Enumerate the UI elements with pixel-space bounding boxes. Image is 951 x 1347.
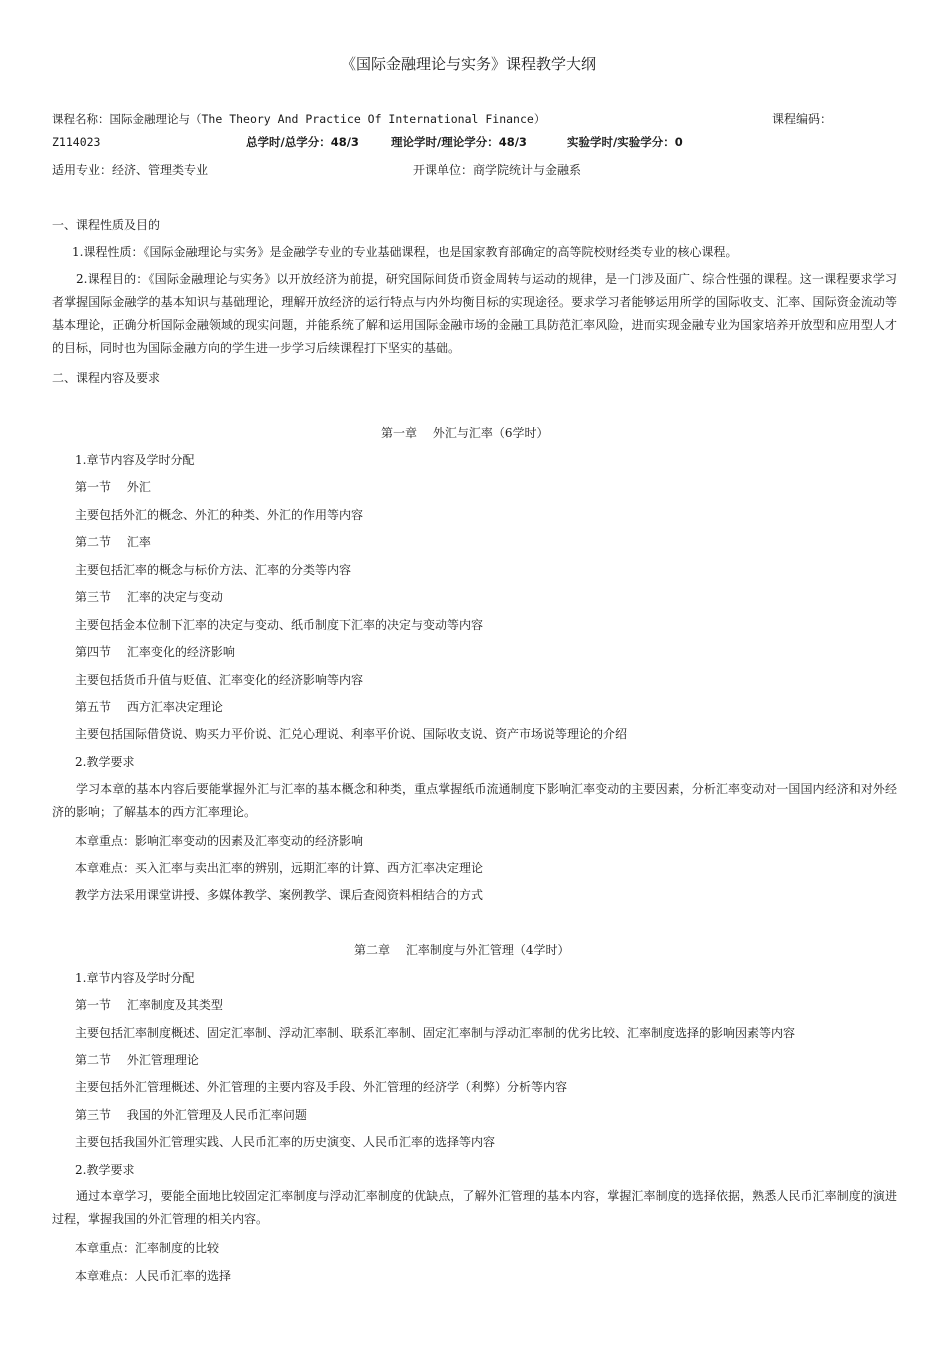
chapter-1-section-2-content: 主要包括汇率的概念与标价方法、汇率的分类等内容: [75, 563, 352, 577]
lab-hours: 实验学时/实验学分：0: [567, 135, 683, 149]
document-title: 《国际金融理论与实务》课程教学大纲: [341, 55, 597, 73]
chapter-1-section-2: 第二节 汇率: [75, 535, 151, 549]
chapter-2-requirements-paragraph: 通过本章学习，要能全面地比较固定汇率制度与浮动汇率制度的优缺点，了解外汇管理的基本内容，掌握汇率制度的选择依据，熟悉人民币汇率制度的演进过程，掌握我国的外汇管理的相关内容。: [52, 1189, 897, 1226]
chapter-1-key-points: 本章重点：影响汇率变动的因素及汇率变动的经济影响: [75, 834, 364, 848]
total-hours: 总学时/总学分：48/3: [246, 135, 359, 149]
chapter-1-section-3-content: 主要包括金本位制下汇率的决定与变动、纸币制度下汇率的决定与变动等内容: [75, 618, 484, 632]
chapter-1-section-4: 第四节 汇率变化的经济影响: [75, 645, 235, 659]
applicable-major: 适用专业：经济、管理类专业: [52, 163, 209, 177]
chapter-2-key-points: 本章重点：汇率制度的比较: [75, 1241, 220, 1255]
chapter-1-subheading-content: 1.章节内容及学时分配: [75, 453, 195, 467]
chapter-2-section-2: 第二节 外汇管理理论: [75, 1053, 199, 1067]
course-name: 课程名称：国际金融理论与（The Theory And Practice Of International Finance）: [52, 112, 546, 126]
chapter-2-section-1-content: 主要包括汇率制度概述、固定汇率制、浮动汇率制、联系汇率制、固定汇率制与浮动汇率制的优劣比较、汇率制度选择的影响因素等内容: [75, 1026, 796, 1040]
course-purpose-paragraph: 2.课程目的：《国际金融理论与实务》以开放经济为前提，研究国际间货币资金周转与运动的规律，是一门涉及面广、综合性强的课程。这一课程要求学习者掌握国际金融学的基本知识与基础理论，理解开放经济的运行特点与内外均衡目标的实现途径。要求学习者能够运用所学的国际收支、汇率、国际资金流动等基本理论，正确分析国际金融领域的现实问题，并能系统了解和运用国际金融市场的金融工具防范汇率风险，进而实现金融专业为国家培养开放型和应用型人才的目标，同时也为国际金融方向的学生进一步学习后续课程打下坚实的基础。: [52, 272, 897, 355]
chapter-2-section-3: 第三节 我国的外汇管理及人民币汇率问题: [75, 1108, 307, 1122]
chapter-1-teaching-method: 教学方法采用课堂讲授、多媒体教学、案例教学、课后查阅资料相结合的方式: [75, 888, 484, 902]
course-code-label: 课程编码：: [772, 112, 833, 126]
chapter-2-subheading-requirements: 2.教学要求: [75, 1163, 135, 1177]
offering-department: 开课单位：商学院统计与金融系: [413, 163, 582, 177]
chapter-2-title: 第二章 汇率制度与外汇管理（4学时）: [354, 943, 570, 957]
chapter-2-difficult-points: 本章难点：人民币汇率的选择: [75, 1269, 232, 1283]
chapter-1-section-5-content: 主要包括国际借贷说、购买力平价说、汇兑心理说、利率平价说、国际收支说、资产市场说等理论的介绍: [75, 727, 628, 741]
chapter-1-difficult-points: 本章难点：买入汇率与卖出汇率的辨别，远期汇率的计算、西方汇率决定理论: [75, 861, 484, 875]
chapter-1-requirements-paragraph: 学习本章的基本内容后要能掌握外汇与汇率的基本概念和种类，重点掌握纸币流通制度下影响汇率变动的主要因素，分析汇率变动对一国国内经济和对外经济的影响；了解基本的西方汇率理论。: [52, 782, 897, 819]
chapter-1-section-3: 第三节 汇率的决定与变动: [75, 590, 223, 604]
chapter-2-section-2-content: 主要包括外汇管理概述、外汇管理的主要内容及手段、外汇管理的经济学（利弊）分析等内容: [75, 1080, 568, 1094]
section-2-heading: 二、课程内容及要求: [52, 371, 161, 385]
chapter-2-subheading-content: 1.章节内容及学时分配: [75, 971, 195, 985]
chapter-2-section-3-content: 主要包括我国外汇管理实践、人民币汇率的历史演变、人民币汇率的选择等内容: [75, 1135, 496, 1149]
chapter-1-title: 第一章 外汇与汇率（6学时）: [381, 426, 549, 440]
chapter-1-subheading-requirements: 2.教学要求: [75, 755, 135, 769]
theory-hours: 理论学时/理论学分：48/3: [391, 135, 527, 149]
chapter-2-section-1: 第一节 汇率制度及其类型: [75, 998, 223, 1012]
chapter-1-section-1: 第一节 外汇: [75, 480, 151, 494]
chapter-1-section-4-content: 主要包括货币升值与贬值、汇率变化的经济影响等内容: [75, 673, 364, 687]
chapter-1-section-5: 第五节 西方汇率决定理论: [75, 700, 223, 714]
course-code: Z114023: [52, 135, 101, 149]
chapter-1-section-1-content: 主要包括外汇的概念、外汇的种类、外汇的作用等内容: [75, 508, 364, 522]
course-nature-paragraph: 1.课程性质：《国际金融理论与实务》是金融学专业的专业基础课程，也是国家教育部确定的高等院校财经类专业的核心课程。: [72, 245, 738, 259]
section-1-heading: 一、课程性质及目的: [52, 218, 161, 232]
